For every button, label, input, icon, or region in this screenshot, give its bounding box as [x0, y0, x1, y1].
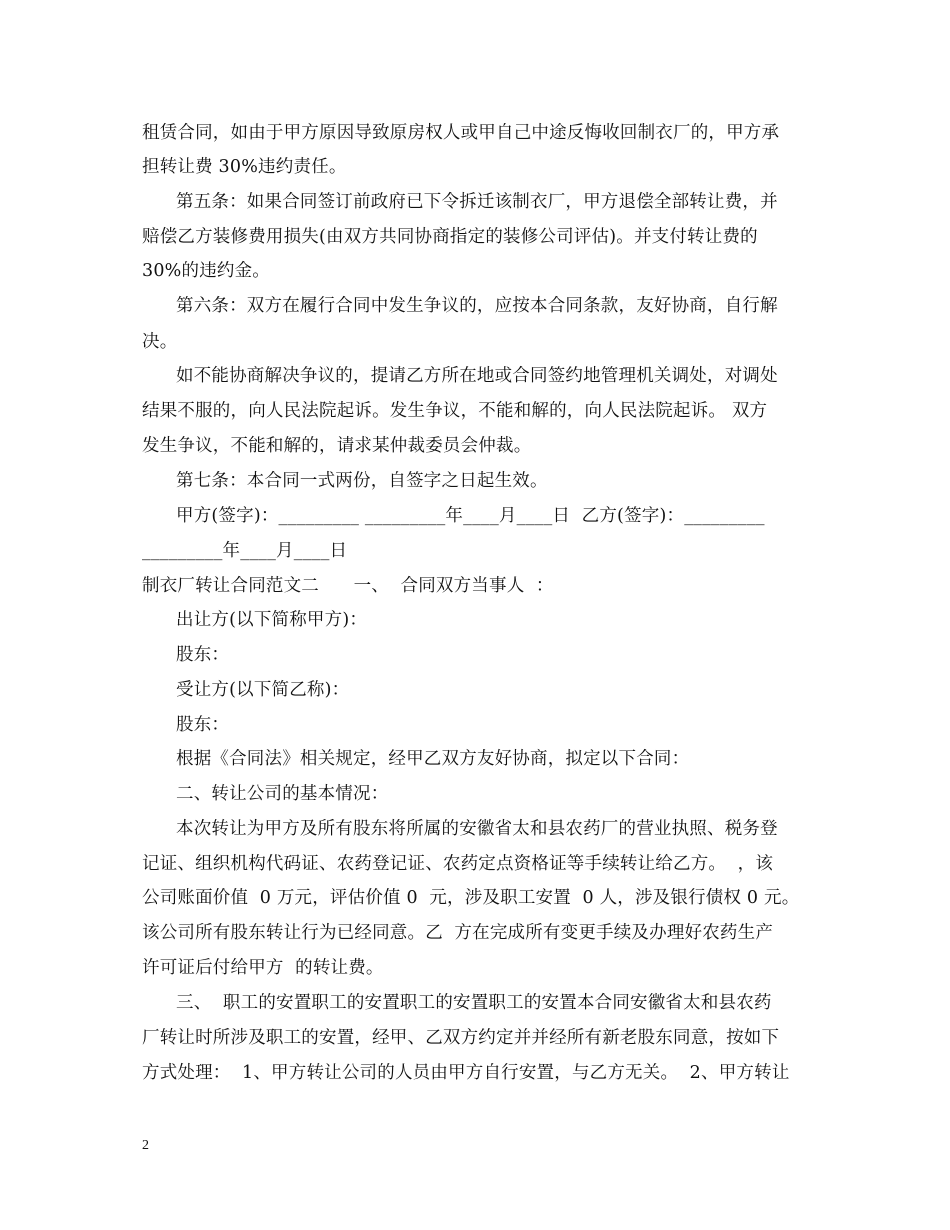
paragraph-line: 赔偿乙方装修费用损失(由双方共同协商指定的装修公司评估)。并支付转让费的: [142, 227, 758, 247]
paragraph-line: 担转让费 30%违约责任。: [142, 157, 347, 177]
paragraph-line: 方式处理： 1、甲方转让公司的人员由甲方自行安置，与乙方无关。 2、甲方转让: [142, 1063, 790, 1083]
paragraph-line: 租赁合同，如由于甲方原因导致原房权人或甲自己中途反悔收回制衣厂的，甲方承: [142, 123, 780, 143]
signature-line: 甲方(签字)：_________ _________年____月____日 乙方(签字)：_________: [176, 506, 765, 526]
signature-line: _________年____月____日: [142, 541, 348, 561]
paragraph-line: 股东：: [176, 645, 230, 665]
page-number: 2: [142, 1138, 149, 1153]
paragraph-line: 记证、组织机构代码证、农药登记证、农药定点资格证等手续转让给乙方。 ，该: [142, 854, 774, 874]
paragraph-line: 股东：: [176, 715, 230, 735]
paragraph-line: 第六条：双方在履行合同中发生争议的，应按本合同条款，友好协商，自行解: [176, 296, 778, 316]
paragraph-line: 如不能协商解决争议的，提请乙方所在地或合同签约地管理机关调处，对调处: [176, 366, 778, 386]
paragraph-line: 决。: [142, 332, 178, 352]
section-heading: 制衣厂转让合同范文二 一、 合同双方当事人 ：: [142, 576, 554, 596]
paragraph-line: 公司账面价值 0 万元，评估价值 0 元，涉及职工安置 0 人，涉及银行债权 0 元。: [142, 888, 800, 908]
paragraph-line: 出让方(以下简称甲方)：: [176, 610, 368, 630]
paragraph-line: 本次转让为甲方及所有股东将所属的安徽省太和县农药厂的营业执照、税务登: [176, 819, 778, 839]
section-heading: 三、 职工的安置职工的安置职工的安置职工的安置本合同安徽省太和县农药: [176, 993, 772, 1013]
paragraph-line: 第七条：本合同一式两份，自签字之日起生效。: [176, 471, 548, 491]
paragraph-line: 受让方(以下简乙称)：: [176, 680, 350, 700]
paragraph-line: 结果不服的，向人民法院起诉。发生争议，不能和解的，向人民法院起诉。 双方: [142, 401, 768, 421]
paragraph-line: 许可证后付给甲方 的转让费。: [142, 958, 384, 978]
paragraph-line: 30%的违约金。: [142, 261, 270, 281]
section-heading: 二、转让公司的基本情况：: [176, 784, 389, 804]
paragraph-line: 该公司所有股东转让行为已经同意。乙 方在完成所有变更手续及办理好农药生产: [142, 923, 774, 943]
paragraph-line: 根据《合同法》相关规定，经甲乙双方友好协商，拟定以下合同：: [176, 749, 690, 769]
paragraph-line: 第五条：如果合同签订前政府已下令拆迁该制衣厂，甲方退偿全部转让费，并: [176, 192, 778, 212]
paragraph-line: 发生争议，不能和解的，请求某仲裁委员会仲裁。: [142, 436, 532, 456]
paragraph-line: 厂转让时所涉及职工的安置，经甲、乙双方约定并并经所有新老股东同意，按如下: [142, 1028, 780, 1048]
